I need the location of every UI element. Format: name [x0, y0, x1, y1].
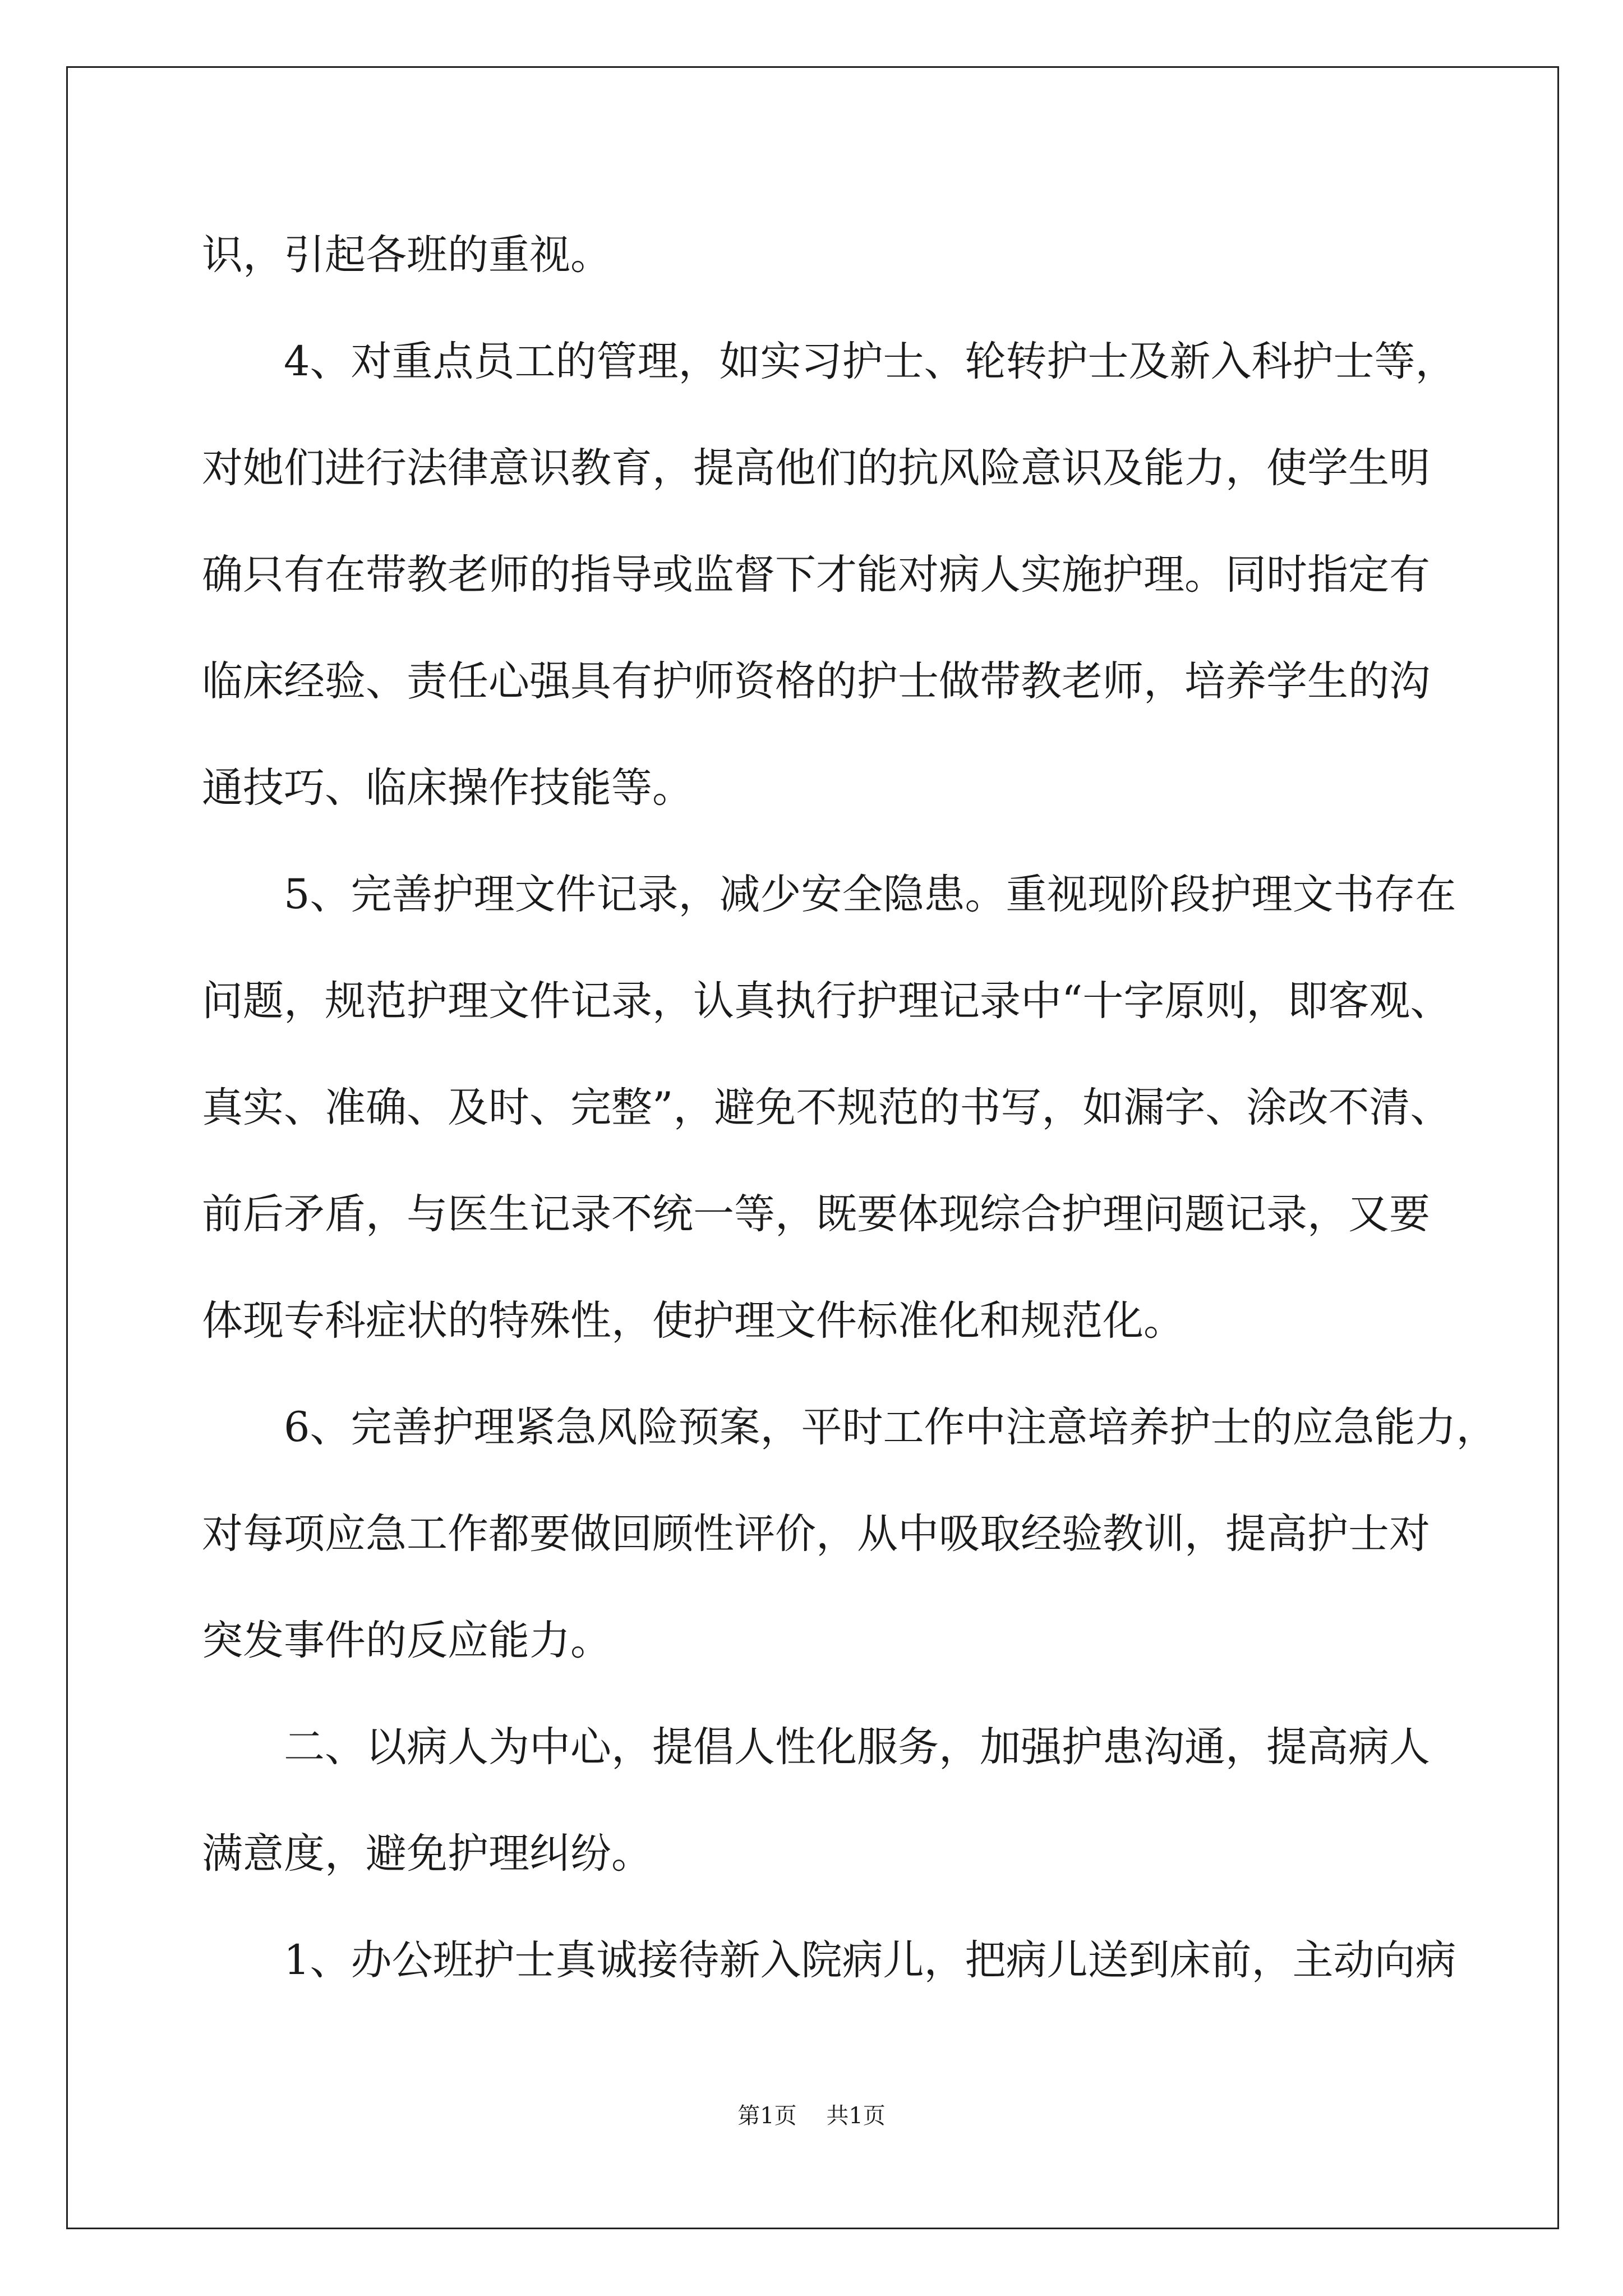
text-line: 二、以病人为中心，提倡人性化服务，加强护患沟通，提高病人 [202, 1723, 1430, 1771]
text-line: 识，引起各班的重视。 [202, 231, 611, 279]
page-footer [0, 2098, 1623, 2130]
text-line: 确只有在带教老师的指导或监督下才能对病人实施护理。同时指定有 [202, 551, 1430, 599]
text-line: 5、完善护理文件记录，减少安全隐患。重视现阶段护理文书存在 [202, 871, 1456, 918]
text-line: 对她们进行法律意识教育，提高他们的抗风险意识及能力，使学生明 [202, 444, 1430, 492]
text-line: 前后矛盾，与医生记录不统一等，既要体现综合护理问题记录，又要 [202, 1190, 1430, 1238]
text-line: 4、对重点员工的管理，如实习护士、轮转护士及新入科护士等， [202, 338, 1456, 385]
text-line: 通技巧、临床操作技能等。 [202, 764, 693, 812]
text-line: 体现专科症状的特殊性，使护理文件标准化和规范化。 [202, 1297, 1184, 1345]
text-line: 1、办公班护士真诚接待新入院病儿，把病儿送到床前，主动向病 [202, 1936, 1456, 1984]
text-line: 对每项应急工作都要做回顾性评价，从中吸取经验教训，提高护士对 [202, 1510, 1430, 1558]
text-line: 6、完善护理紧急风险预案，平时工作中注意培养护士的应急能力， [202, 1404, 1497, 1451]
page-total: 共1页 [826, 2103, 886, 2129]
text-line: 问题，规范护理文件记录，认真执行护理记录中“十字原则，即客观、 [202, 977, 1451, 1025]
document-body [202, 202, 1497, 2014]
text-line: 满意度，避免护理纠纷。 [202, 1830, 652, 1878]
text-line: 真实、准确、及时、完整”，避免不规范的书写，如漏字、涂改不清、 [202, 1084, 1451, 1131]
text-line: 突发事件的反应能力。 [202, 1617, 611, 1664]
text-line: 临床经验、责任心强具有护师资格的护士做带教老师，培养学生的沟 [202, 657, 1430, 705]
page-number: 第1页 [737, 2103, 797, 2129]
